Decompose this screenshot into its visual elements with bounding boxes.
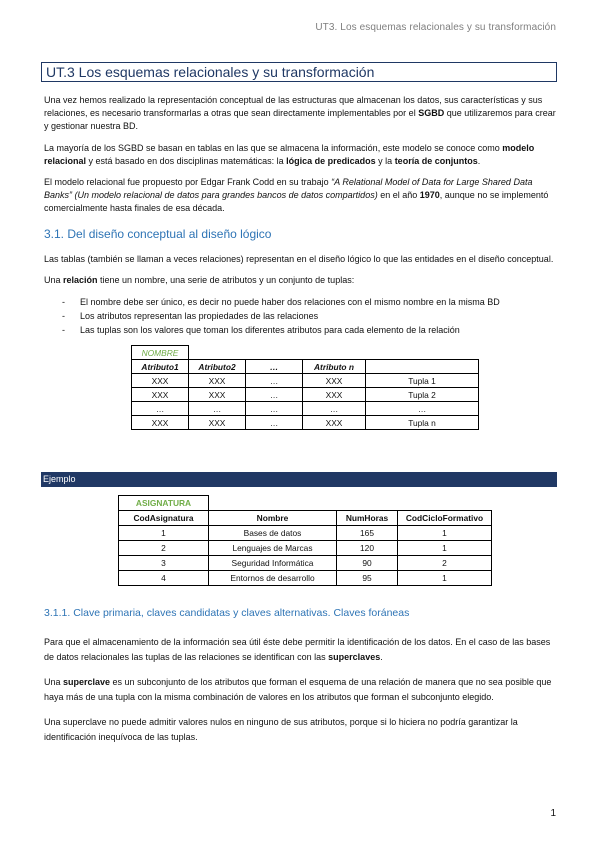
intro-paragraph-1: Una vez hemos realizado la representación conceptual de las estructuras que almacenan los datos, sus características y sus relaciones, es necesario transformarlas a otras que sean directamente implementables por el SGBD que utilizaremos para crear y gestionar nuestra BD.	[44, 95, 556, 132]
section-3-1-1-paragraph-2: Una superclave es un subconjunto de los atributos que forman el esquema de una relación de manera que no sea posible que haya más de una tupla con la misma combinación de valores en los atributos que forman el subconjunto elegido.	[44, 677, 552, 702]
table-row: XXX XXX … XXX Tupla 1	[132, 374, 479, 388]
list-item: - El nombre debe ser único, es decir no puede haber dos relaciones con el mismo nombre en la misma BD	[44, 295, 556, 309]
relation-properties-list	[44, 295, 556, 337]
table-row: 1 Bases de datos 165 1	[119, 526, 492, 541]
page-number: 1	[550, 808, 556, 819]
table-row: 3 Seguridad Informática 90 2	[119, 556, 492, 571]
intro-paragraph-3: El modelo relacional fue propuesto por Edgar Frank Codd en su trabajo “A Relational Model of Data for Large Shared Data Banks” (Un modelo relacional de datos para grandes bancos de datos compartidos) en el año 1970, aunque no se implementó comercialmente hasta finales de esa década.	[44, 177, 549, 214]
section-3-1-1-paragraph-1: Para que el almacenamiento de la información sea útil éste debe permitir la identificación de los datos. En el caso de las bases de datos relacionales las tuplas de las relaciones se identifican con las superclaves.	[44, 637, 551, 662]
page-title: UT.3 Los esquemas relacionales y su transformación	[41, 62, 557, 82]
table-header-row: Atributo1 Atributo2 … Atributo n	[132, 360, 479, 374]
intro-paragraph-2: La mayoría de los SGBD se basan en tablas en las que se almacena la información, este modelo se conoce como modelo relacional y está basado en dos disciplinas matemáticas: la lógica de predicados y la teoría de conjuntos.	[44, 142, 535, 166]
table-row: XXX XXX … XXX Tupla 2	[132, 388, 479, 402]
table-name-cell: NOMBRE	[132, 346, 189, 360]
list-item: - Los atributos representan las propiedades de las relaciones	[44, 309, 556, 323]
generic-relation-table	[131, 345, 479, 430]
table-row: XXX XXX … XXX Tupla n	[132, 416, 479, 430]
running-header: UT3. Los esquemas relacionales y su transformación	[315, 22, 556, 33]
example-banner: Ejemplo	[41, 472, 557, 487]
section-3-1-paragraph-1: Las tablas (también se llaman a veces relaciones) representan en el diseño lógico lo que las entidades en el diseño conceptual.	[44, 253, 554, 264]
section-3-1-1	[44, 606, 556, 755]
section-3-1-heading: 3.1. Del diseño conceptual al diseño lógico	[44, 226, 272, 241]
intro-content	[44, 94, 556, 430]
section-3-1-1-heading: 3.1.1. Clave primaria, claves candidatas y claves alternativas. Claves foráneas	[44, 607, 410, 619]
table-header-row: CodAsignatura Nombre NumHoras CodCicloFormativo	[119, 511, 492, 526]
list-item: - Las tuplas son los valores que toman los diferentes atributos para cada elemento de la relación	[44, 323, 556, 337]
table-row: … … … … …	[132, 402, 479, 416]
asignatura-table	[118, 495, 492, 586]
section-3-1-1-paragraph-3: Una superclave no puede admitir valores nulos en ninguno de sus atributos, porque si lo hiciera no podría garantizar la identificación inequívoca de las tuplas.	[44, 717, 518, 742]
table-row: 4 Entornos de desarrollo 95 1	[119, 571, 492, 586]
table-row: 2 Lenguajes de Marcas 120 1	[119, 541, 492, 556]
table-name-cell: ASIGNATURA	[119, 496, 209, 511]
section-3-1-paragraph-2: Una relación tiene un nombre, una serie de atributos y un conjunto de tuplas:	[44, 275, 355, 286]
